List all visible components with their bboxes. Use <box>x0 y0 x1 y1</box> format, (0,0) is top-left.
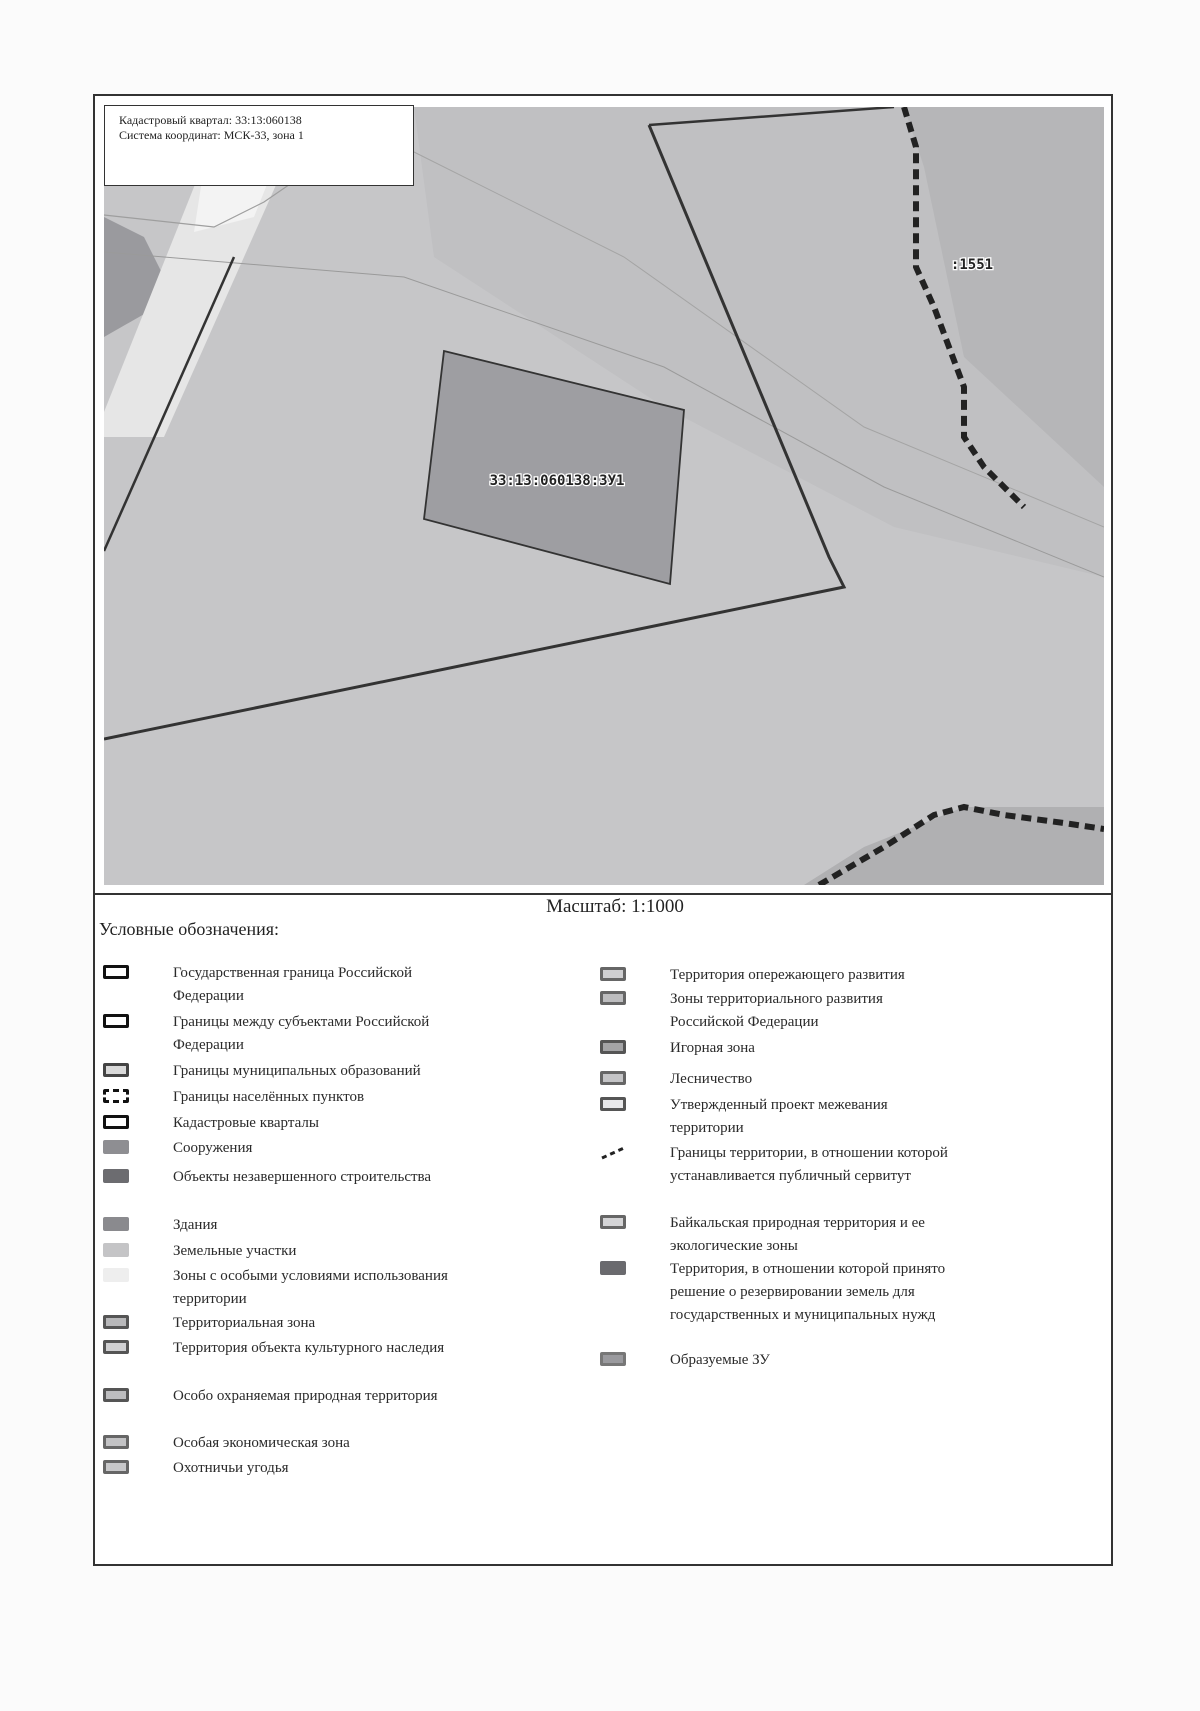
map-sheet <box>93 94 1113 1566</box>
legend-item-label: Границы между субъектами Российской Федерации <box>173 1014 430 1053</box>
legend-item-label: Зоны с особыми условиями использования территории <box>173 1268 448 1307</box>
new-plots-icon <box>600 1352 626 1366</box>
legend-item-label: Образуемые ЗУ <box>670 1352 770 1368</box>
cadastral-quarter-icon <box>103 1115 129 1129</box>
legend-item-label: Кадастровые кварталы <box>173 1115 319 1131</box>
legend-item-label: Территориальная зона <box>173 1315 316 1331</box>
land-plots-icon <box>103 1243 129 1257</box>
legend-item-label: Особо охраняемая природная территория <box>173 1388 438 1404</box>
legend-item-label: Лесничество <box>670 1071 753 1087</box>
legend-item-label: Игорная зона <box>670 1040 755 1056</box>
legend-item-label: Утвержденный проект межевания территории <box>670 1097 888 1136</box>
map-canvas <box>104 107 1104 885</box>
gambling-zone-icon <box>600 1040 626 1054</box>
forestry-icon <box>600 1071 626 1085</box>
servitude-border-icon <box>600 1145 626 1159</box>
parcel-1551-label: :1551 <box>950 257 994 273</box>
map-divider <box>95 893 1111 895</box>
legend-item-label: Границы муниципальных образований <box>173 1063 421 1079</box>
survey-project-icon <box>600 1097 626 1111</box>
legend-item-label: Границы населённых пунктов <box>173 1089 365 1105</box>
coordinate-system-text: Система координат: МСК-33, зона 1 <box>119 128 304 142</box>
info-box <box>104 105 414 186</box>
legend-item-label: Границы территории, в отношении которой устанавливается публичный сервитут <box>670 1145 948 1184</box>
settlement-border-icon <box>103 1089 129 1103</box>
legend-item-label: Особая экономическая зона <box>173 1435 350 1451</box>
state-border-icon <box>103 965 129 979</box>
municipal-border-icon <box>103 1063 129 1077</box>
cadastral-map[interactable] <box>104 107 1104 885</box>
cultural-heritage-icon <box>103 1340 129 1354</box>
economic-zone-icon <box>103 1435 129 1449</box>
legend-item-label: Территория объекта культурного наследия <box>173 1340 445 1356</box>
legend-item-label: Байкальская природная территория и ее экологические зоны <box>670 1215 925 1254</box>
plot-zu1-label: 33:13:060138:ЗУ1 <box>489 473 625 489</box>
structures-icon <box>103 1140 129 1154</box>
territorial-zone-icon <box>103 1315 129 1329</box>
unfinished-construction-icon <box>103 1169 129 1183</box>
special-zones-icon <box>103 1268 129 1282</box>
legend-item-label: Здания <box>173 1217 218 1233</box>
map-scale: Масштаб: 1:1000 <box>546 896 684 917</box>
legend-title: Условные обозначения: <box>99 919 280 939</box>
subject-border-icon <box>103 1014 129 1028</box>
protected-area-icon <box>103 1388 129 1402</box>
buildings-icon <box>103 1217 129 1231</box>
hunting-grounds-icon <box>103 1460 129 1474</box>
legend-item-label: Зоны территориального развития Российской Федерации <box>670 991 883 1030</box>
development-zones-icon <box>600 991 626 1005</box>
legend-item-label: Государственная граница Российской Федерации <box>173 965 412 1004</box>
advanced-development-icon <box>600 967 626 981</box>
legend-item-label: Земельные участки <box>173 1243 297 1259</box>
legend-item-label: Охотничьи угодья <box>173 1460 289 1476</box>
legend-item-label: Сооружения <box>173 1140 253 1156</box>
legend-item-label: Территория опережающего развития <box>670 967 905 983</box>
legend-item-label: Территория, в отношении которой принято решение о резервировании земель для государственных и муниципальных нужд <box>670 1261 946 1323</box>
reserved-land-icon <box>600 1261 626 1275</box>
cadastral-quarter-text: Кадастровый квартал: 33:13:060138 <box>119 113 302 127</box>
legend-item-label: Объекты незавершенного строительства <box>173 1169 432 1185</box>
baikal-territory-icon <box>600 1215 626 1229</box>
